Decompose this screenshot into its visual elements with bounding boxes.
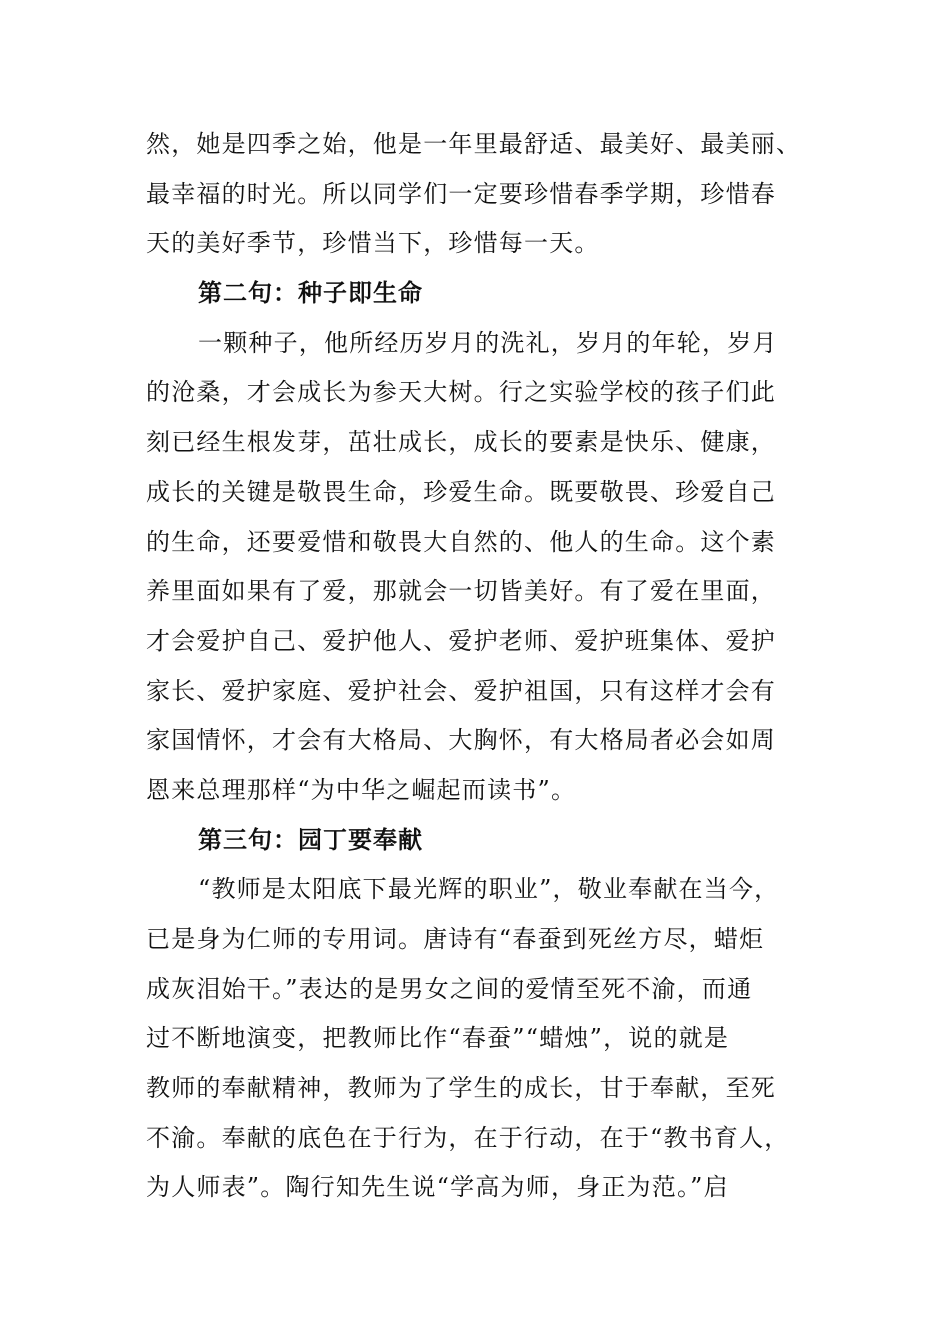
body-text-line: 天的美好季节，珍惜当下，珍惜每一天。 — [146, 229, 600, 258]
body-text-line: 为人师表”。陶行知先生说“学高为师，身正为范。”启 — [146, 1173, 729, 1202]
body-text-line: 然，她是四季之始，他是一年里最舒适、最美好、最美丽、 — [146, 130, 802, 158]
body-text-line: 教师的奉献精神，教师为了学生的成长，甘于奉献，至死 — [146, 1074, 776, 1103]
body-text-line: 成灰泪始干。”表达的是男女之间的爱情至死不渝，而通 — [146, 974, 753, 1003]
body-text-line: 的生命，还要爱惜和敬畏大自然的、他人的生命。这个素 — [146, 527, 776, 556]
body-text-line: 家国情怀，才会有大格局、大胸怀，有大格局者必会如周 — [146, 726, 776, 755]
body-text-line: 不渝。奉献的底色在于行为，在于行动，在于“教书育人， — [146, 1123, 790, 1152]
body-text-line: 恩来总理那样“为中华之崛起而读书”。 — [146, 775, 577, 804]
body-text-line: 最幸福的时光。所以同学们一定要珍惜春季学期，珍惜春 — [146, 179, 776, 208]
paragraph-first-line: “教师是太阳底下最光辉的职业”，敬业奉献在当今， — [198, 875, 780, 904]
body-text-line: 家长、爱护家庭、爱护社会、爱护祖国，只有这样才会有 — [146, 676, 776, 705]
paragraph-first-line: 一颗种子，他所经历岁月的洗礼，岁月的年轮，岁月 — [198, 328, 778, 357]
body-text-line: 的沧桑，才会成长为参天大树。行之实验学校的孩子们此 — [146, 378, 776, 407]
section-heading-2: 第二句：种子即生命 — [198, 279, 423, 308]
body-text-line: 已是身为仁师的专用词。唐诗有“春蚕到死丝方尽，蜡炬 — [146, 925, 765, 953]
section-heading-3: 第三句：园丁要奉献 — [198, 825, 423, 854]
body-text-line: 养里面如果有了爱，那就会一切皆美好。有了爱在里面， — [146, 577, 776, 606]
body-text-line: 成长的关键是敬畏生命，珍爱生命。既要敬畏、珍爱自己 — [146, 477, 776, 506]
body-text-line: 才会爱护自己、爱护他人、爱护老师、爱护班集体、爱护 — [146, 626, 776, 655]
document-body — [146, 120, 800, 1213]
body-text-line: 刻已经生根发芽，茁壮成长，成长的要素是快乐、健康， — [146, 428, 776, 457]
body-text-line: 过不断地演变，把教师比作“春蚕”“蜡烛”，说的就是 — [146, 1024, 730, 1053]
